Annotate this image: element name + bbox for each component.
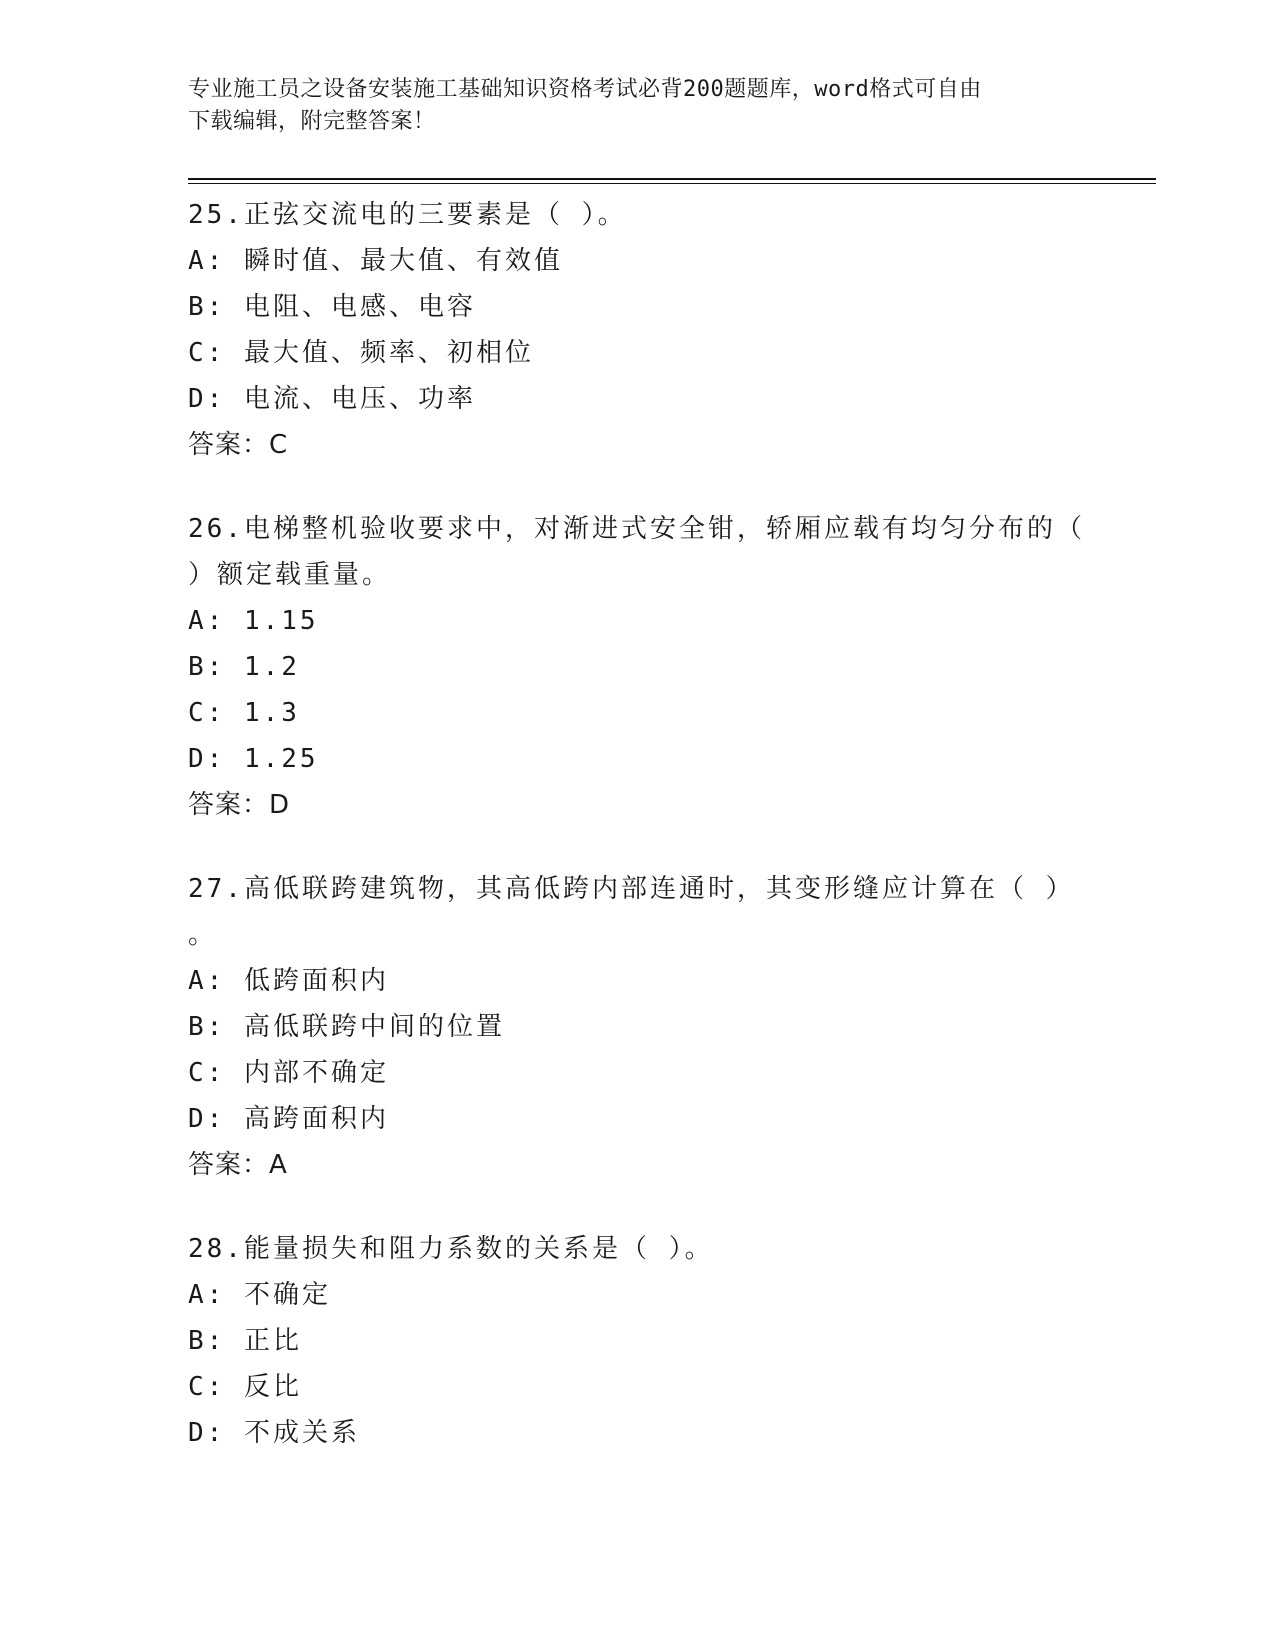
option-d: D: 高跨面积内 (188, 1104, 389, 1134)
option-a: A: 低跨面积内 (188, 966, 389, 996)
question-text: 25.正弦交流电的三要素是（ ）。 (188, 200, 627, 230)
option-b: B: 电阻、电感、电容 (188, 292, 476, 322)
question-text-continued: 。 (188, 920, 218, 950)
option-a: A: 不确定 (188, 1280, 331, 1310)
option-c: C: 反比 (188, 1372, 302, 1402)
header-divider-thick (188, 178, 1156, 180)
option-d: D: 1.25 (188, 744, 319, 774)
option-b: B: 1.2 (188, 652, 300, 682)
option-a: A: 1.15 (188, 606, 319, 636)
question-28 (188, 1226, 1088, 1456)
question-25 (188, 192, 1088, 468)
question-text-continued: ）额定载重量。 (188, 560, 392, 590)
option-c: C: 最大值、频率、初相位 (188, 338, 534, 368)
question-text: 28.能量损失和阻力系数的关系是（ ）。 (188, 1234, 714, 1264)
option-a: A: 瞬时值、最大值、有效值 (188, 246, 563, 276)
header-divider-thin (188, 183, 1156, 184)
question-list (188, 192, 1088, 1494)
option-d: D: 不成关系 (188, 1418, 360, 1448)
option-d: D: 电流、电压、功率 (188, 384, 476, 414)
question-26 (188, 506, 1088, 828)
option-c: C: 内部不确定 (188, 1058, 389, 1088)
answer-text: 答案：A (188, 1150, 288, 1180)
question-text: 26.电梯整机验收要求中，对渐进式安全钳，轿厢应载有均匀分布的（ (188, 514, 1085, 544)
header-line-1: 专业施工员之设备安装施工基础知识资格考试必背200题题库，word格式可自由 (188, 77, 982, 102)
header-line-2: 下载编辑，附完整答案！ (188, 109, 436, 134)
answer-text: 答案：C (188, 430, 289, 460)
option-b: B: 正比 (188, 1326, 302, 1356)
document-header (188, 74, 1088, 138)
option-b: B: 高低联跨中间的位置 (188, 1012, 505, 1042)
option-c: C: 1.3 (188, 698, 300, 728)
question-27 (188, 866, 1088, 1188)
answer-text: 答案：D (188, 790, 291, 820)
question-text: 27.高低联跨建筑物，其高低跨内部连通时，其变形缝应计算在（ ） (188, 874, 1075, 904)
